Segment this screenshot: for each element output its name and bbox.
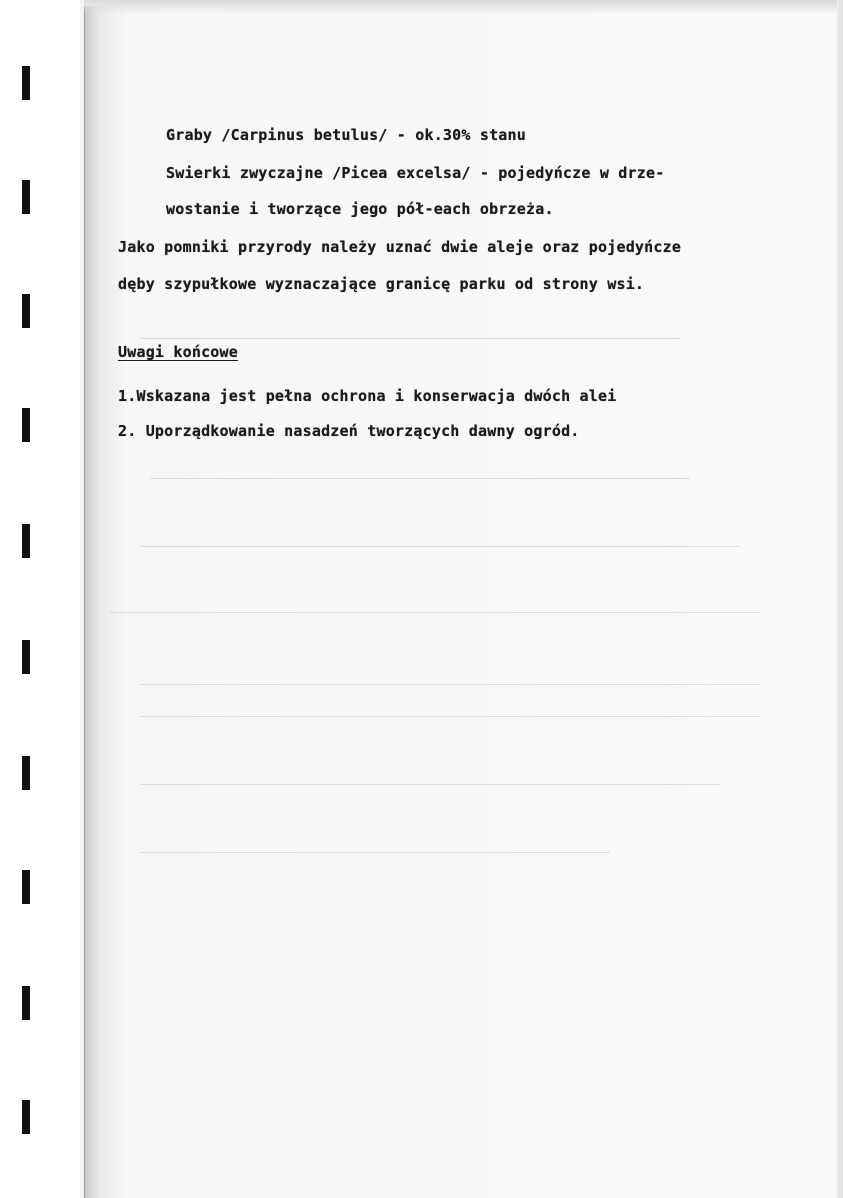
- sprocket-hole: [22, 294, 30, 328]
- text-line-monuments: Jako pomniki przyrody należy uznać dwie aleje oraz pojedyńcze: [118, 238, 682, 256]
- bleed-through-line: [140, 546, 740, 547]
- sprocket-hole: [22, 640, 30, 674]
- remark-item-1: 1.Wskazana jest pełna ochrona i konserwacja dwóch alei: [118, 387, 617, 405]
- sprocket-hole: [22, 408, 30, 442]
- sprocket-hole: [22, 870, 30, 904]
- sprocket-hole: [22, 524, 30, 558]
- section-heading: Uwagi końcowe: [118, 343, 238, 361]
- text-line-oaks: dęby szypułkowe wyznaczające granicę parku od strony wsi.: [118, 275, 645, 293]
- sprocket-hole: [22, 66, 30, 100]
- text-line-spruce: Swierki zwyczajne /Picea excelsa/ - pojedyńcze w drze-: [166, 164, 665, 182]
- bleed-through-line: [150, 478, 690, 479]
- bleed-through-line: [140, 684, 760, 685]
- text-line-spruce-cont: wostanie i tworzące jego pół-each obrzeża.: [166, 200, 554, 218]
- bleed-through-line: [140, 784, 720, 785]
- page-shadow: [84, 0, 843, 14]
- film-strip: [0, 0, 80, 1198]
- sprocket-hole: [22, 180, 30, 214]
- remark-item-2: 2. Uporządkowanie nasadzeń tworzących dawny ogród.: [118, 422, 580, 440]
- bleed-through-line: [140, 338, 680, 339]
- bleed-through-line: [140, 716, 760, 717]
- sprocket-hole: [22, 986, 30, 1020]
- bleed-through-line: [140, 852, 610, 853]
- sprocket-hole: [22, 756, 30, 790]
- sprocket-hole: [22, 1100, 30, 1134]
- document-page: [84, 6, 843, 1198]
- text-line-hornbeam: Graby /Carpinus betulus/ - ok.30% stanu: [166, 126, 526, 144]
- page-edge: [837, 0, 843, 1198]
- bleed-through-line: [110, 612, 760, 613]
